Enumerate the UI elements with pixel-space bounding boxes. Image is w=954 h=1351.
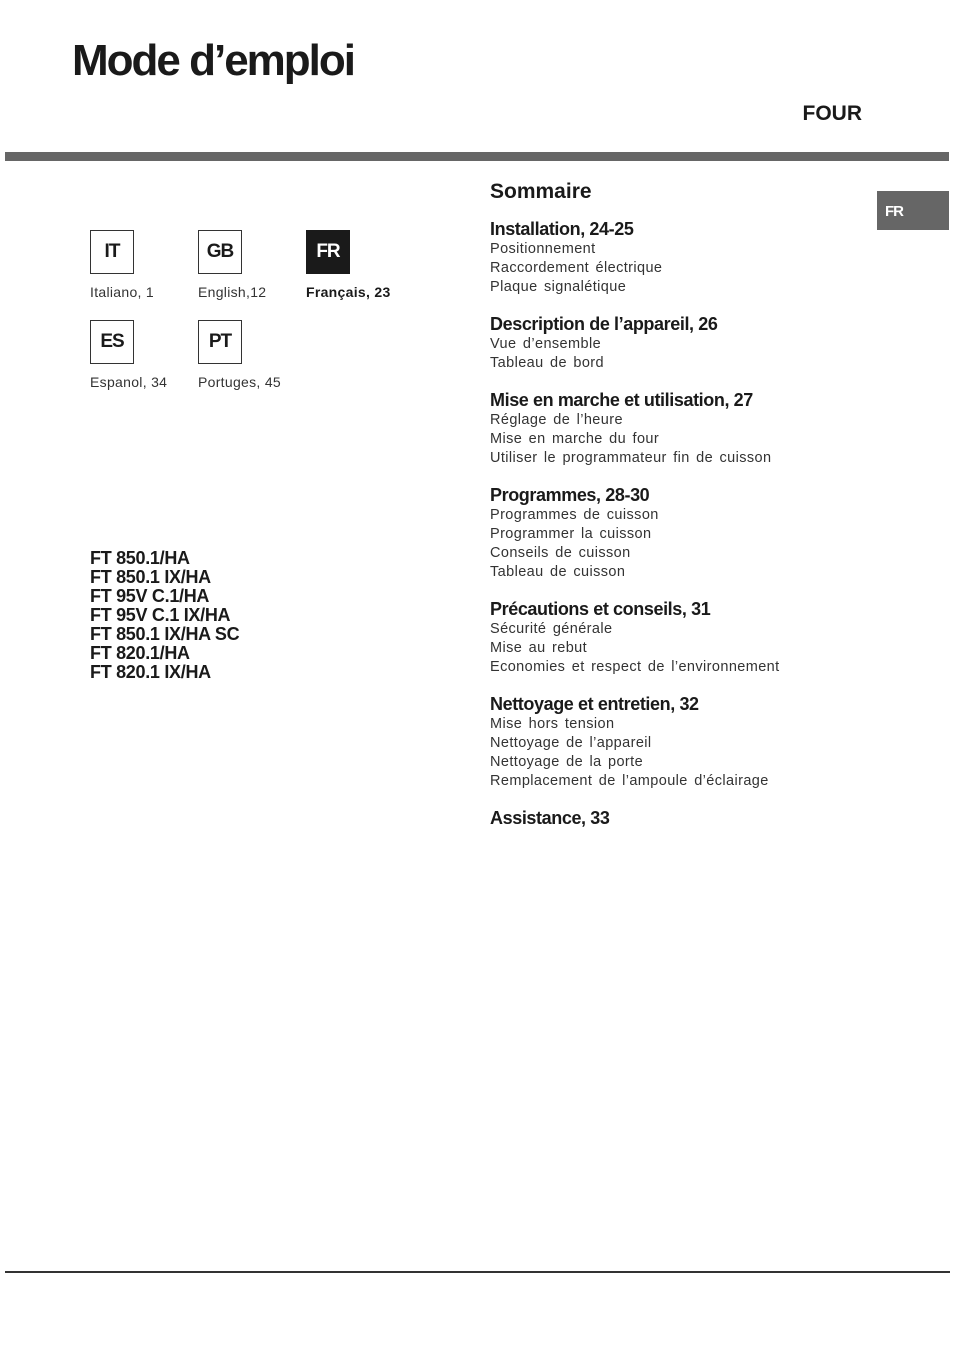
toc-section-heading[interactable]: Mise en marche et utilisation, 27 [490, 390, 753, 410]
toc-section [490, 693, 870, 791]
toc-item[interactable]: Conseils de cuisson [490, 545, 631, 561]
header-divider [5, 152, 949, 161]
toc-item[interactable]: Nettoyage de la porte [490, 754, 644, 770]
language-label: Français, 23 [306, 284, 391, 300]
toc-item[interactable]: Mise hors tension [490, 716, 615, 732]
toc-item[interactable]: Utiliser le programmateur fin de cuisson [490, 450, 772, 466]
product-name: FOUR [802, 102, 862, 125]
toc-section-heading[interactable]: Programmes, 28-30 [490, 485, 650, 505]
toc-item[interactable]: Mise au rebut [490, 640, 588, 656]
model-item: FT 95V C.1 IX/HA [90, 605, 231, 625]
toc-section [490, 218, 870, 297]
toc-item[interactable]: Nettoyage de l’appareil [490, 735, 652, 751]
toc-section [490, 389, 870, 468]
table-of-contents [490, 180, 870, 845]
model-item: FT 850.1/HA [90, 548, 190, 568]
toc-item[interactable]: Tableau de bord [490, 355, 604, 371]
language-label: Portuges, 45 [198, 374, 281, 390]
model-item: FT 820.1 IX/HA [90, 662, 211, 682]
toc-item[interactable]: Réglage de l’heure [490, 412, 623, 428]
toc-item[interactable]: Mise en marche du four [490, 431, 660, 447]
toc-item[interactable]: Sécurité générale [490, 621, 613, 637]
language-code-box: IT [90, 230, 134, 274]
toc-section [490, 313, 870, 373]
toc-section [490, 598, 870, 677]
language-item-it[interactable] [90, 230, 210, 300]
toc-item[interactable]: Positionnement [490, 241, 596, 257]
toc-section [490, 807, 870, 829]
toc-item[interactable]: Vue d’ensemble [490, 336, 602, 352]
language-item-gb[interactable] [198, 230, 318, 300]
toc-item[interactable]: Plaque signalétique [490, 279, 627, 295]
footer-divider [5, 1271, 950, 1273]
model-item: FT 850.1 IX/HA SC [90, 624, 240, 644]
language-item-fr[interactable] [306, 230, 426, 300]
model-item: FT 850.1 IX/HA [90, 567, 211, 587]
toc-section-heading[interactable]: Description de l’appareil, 26 [490, 314, 718, 334]
language-code-box: GB [198, 230, 242, 274]
language-item-es[interactable] [90, 320, 210, 390]
toc-section-heading[interactable]: Précautions et conseils, 31 [490, 599, 711, 619]
toc-section-heading[interactable]: Installation, 24-25 [490, 219, 634, 239]
language-item-pt[interactable] [198, 320, 318, 390]
toc-item[interactable]: Remplacement de l’ampoule d’éclairage [490, 773, 769, 789]
model-list [90, 549, 239, 682]
language-code-box: ES [90, 320, 134, 364]
toc-item[interactable]: Economies et respect de l’environnement [490, 659, 780, 675]
toc-section [490, 484, 870, 582]
page-title: Mode d’emploi [72, 36, 354, 85]
model-item: FT 820.1/HA [90, 643, 190, 663]
language-label: Espanol, 34 [90, 374, 168, 390]
toc-title: Sommaire [490, 180, 592, 203]
toc-item[interactable]: Tableau de cuisson [490, 564, 626, 580]
toc-section-heading[interactable]: Nettoyage et entretien, 32 [490, 694, 699, 714]
toc-section-heading[interactable]: Assistance, 33 [490, 808, 610, 828]
language-tab: FR [877, 191, 949, 230]
language-code-box: FR [306, 230, 350, 274]
toc-item[interactable]: Raccordement électrique [490, 260, 663, 276]
model-item: FT 95V C.1/HA [90, 586, 210, 606]
language-label: Italiano, 1 [90, 284, 155, 300]
language-code-box: PT [198, 320, 242, 364]
toc-item[interactable]: Programmer la cuisson [490, 526, 652, 542]
toc-item[interactable]: Programmes de cuisson [490, 507, 659, 523]
language-label: English,12 [198, 284, 267, 300]
